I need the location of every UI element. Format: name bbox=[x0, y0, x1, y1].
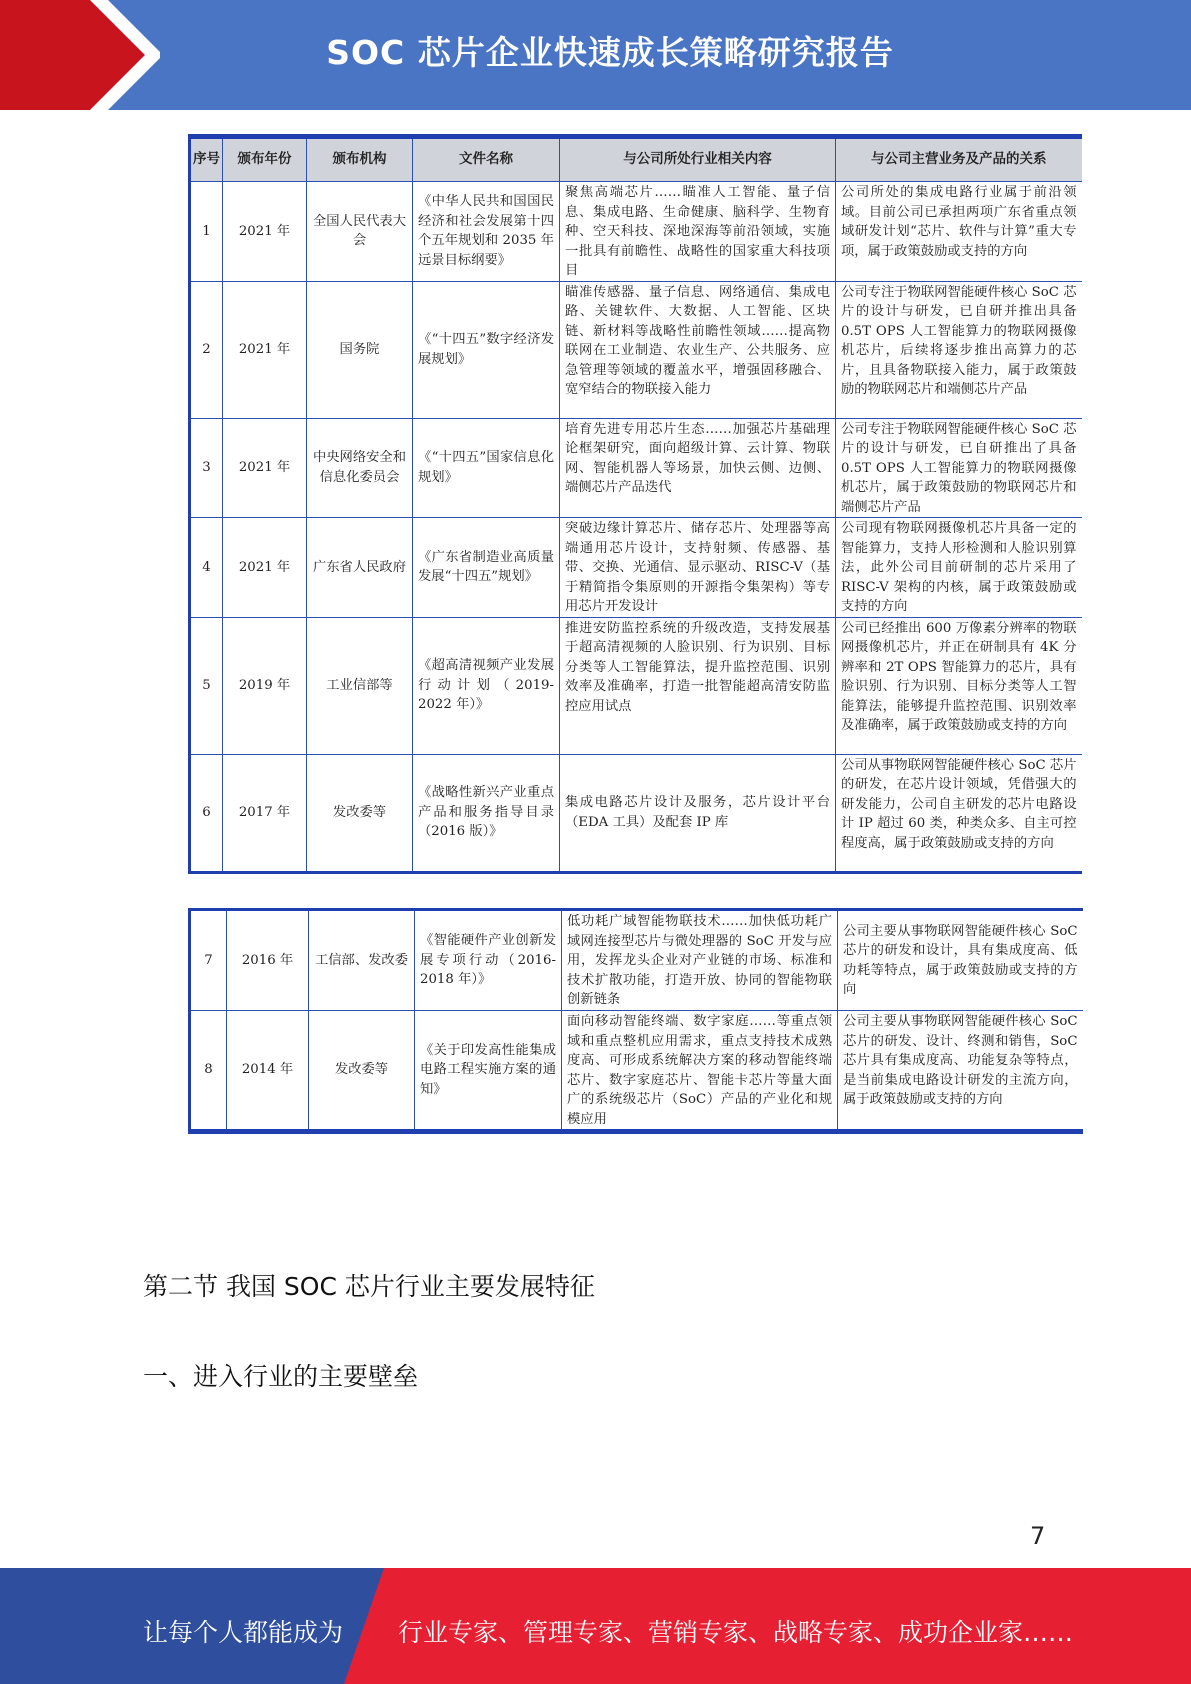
page-number: 7 bbox=[1030, 1522, 1046, 1550]
cell-org: 发改委等 bbox=[307, 754, 413, 872]
cell-relation: 公司专注于物联网智能硬件核心 SoC 芯片的设计与研发，已自研并推出具备 0.5T OPS 人工智能算力的物联网摄像机芯片，后续将逐步推出高算力的芯片，且具备物联接入能力，属于政策鼓励的物联网芯片和端侧芯片产品 bbox=[836, 281, 1082, 418]
cell-relation: 公司专注于物联网智能硬件核心 SoC 芯片的设计与研发，已自研推出了具备 0.5T OPS 人工智能算力的物联网摄像机芯片，属于政策鼓励的物联网芯片和端侧芯片产品 bbox=[836, 418, 1082, 518]
footer-slogan-left: 让每个人都能成为 bbox=[143, 1618, 344, 1647]
cell-doc: 《中华人民共和国国民经济和社会发展第十四个五年规划和 2035 年远景目标纲要》 bbox=[413, 182, 560, 282]
table-row bbox=[190, 910, 1083, 1011]
cell-year: 2021 年 bbox=[223, 518, 307, 618]
cell-content: 面向移动智能终端、数字家庭……等重点领域和重点整机应用需求，重点支持技术成熟度高、可形成系统解决方案的移动智能终端芯片、数字家庭芯片、智能卡芯片等量大面广的系统级芯片（SoC）产品的产业化和规模应用 bbox=[562, 1011, 838, 1132]
cell-year: 2019 年 bbox=[223, 617, 307, 754]
table-row bbox=[190, 281, 1082, 418]
cell-year: 2016 年 bbox=[227, 910, 309, 1011]
cell-org: 发改委等 bbox=[309, 1011, 415, 1132]
cell-content: 突破边缘计算芯片、储存芯片、处理器等高端通用芯片设计，支持射频、传感器、基带、交换、光通信、显示驱动、RISC-V（基于精简指令集原则的开源指令集架构）等专用芯片开发设计 bbox=[560, 518, 836, 618]
cell-relation: 公司从事物联网智能硬件核心 SoC 芯片的研发，在芯片设计领域，凭借强大的研发能力，公司自主研发的芯片电路设计 IP 超过 60 类，种类众多、自主可控程度高，属于政策鼓励或支持的方向 bbox=[836, 754, 1082, 872]
cell-org: 工业信部等 bbox=[307, 617, 413, 754]
header-cell-doc: 文件名称 bbox=[413, 137, 560, 182]
policy-table-continued bbox=[188, 908, 1083, 1134]
cell-no: 1 bbox=[190, 182, 223, 282]
cell-doc: 《智能硬件产业创新发展专项行动（2016-2018 年）》 bbox=[415, 910, 562, 1011]
cell-relation: 公司已经推出 600 万像素分辨率的物联网摄像机芯片，并正在研制具有 4K 分辨率和 2T OPS 智能算力的芯片，具有脸识别、行为识别、目标分类等人工智能算法，能够提升监控范围、识别效率及准确率，属于政策鼓励或支持的方向 bbox=[836, 617, 1082, 754]
cell-content: 聚焦高端芯片……瞄准人工智能、量子信息、集成电路、生命健康、脑科学、生物育种、空天科技、深地深海等前沿领域，实施一批具有前瞻性、战略性的国家重大科技项目 bbox=[560, 182, 836, 282]
report-title: SOC 芯片企业快速成长策略研究报告 bbox=[326, 33, 894, 72]
cell-relation: 公司所处的集成电路行业属于前沿领域。目前公司已承担两项广东省重点领域研发计划“芯片、软件与计算”重大专项，属于政策鼓励或支持的方向 bbox=[836, 182, 1082, 282]
cell-content: 推进安防监控系统的升级改造，支持发展基于超高清视频的人脸识别、行为识别、目标分类等人工智能算法，提升监控范围、识别效率及准确率，打造一批智能超高清安防监控应用试点 bbox=[560, 617, 836, 754]
cell-org: 工信部、发改委 bbox=[309, 910, 415, 1011]
cell-relation: 公司现有物联网摄像机芯片具备一定的智能算力，支持人形检测和人脸识别算法，此外公司目前研制的芯片采用了 RISC-V 架构的内核，属于政策鼓励或支持的方向 bbox=[836, 518, 1082, 618]
table-row bbox=[190, 754, 1082, 872]
table-row bbox=[190, 518, 1082, 618]
cell-year: 2017 年 bbox=[223, 754, 307, 872]
table-row bbox=[190, 418, 1082, 518]
table-row bbox=[190, 182, 1082, 282]
cell-no: 8 bbox=[190, 1011, 227, 1132]
cell-org: 国务院 bbox=[307, 281, 413, 418]
header-cell-year: 颁布年份 bbox=[223, 137, 307, 182]
header-cell-relation: 与公司主营业务及产品的关系 bbox=[836, 137, 1082, 182]
cell-doc: 《超高清视频产业发展行动计划（2019-2022 年）》 bbox=[413, 617, 560, 754]
cell-no: 5 bbox=[190, 617, 223, 754]
cell-doc: 《“十四五”国家信息化规划》 bbox=[413, 418, 560, 518]
cell-content: 瞄准传感器、量子信息、网络通信、集成电路、关键软件、大数据、人工智能、区块链、新材料等战略性前瞻性领域……提高物联网在工业制造、农业生产、公共服务、应急管理等领域的覆盖水平，增强固移融合、宽窄结合的物联接入能力 bbox=[560, 281, 836, 418]
cell-relation: 公司主要从事物联网智能硬件核心 SoC 芯片的研发、设计、终测和销售，SoC 芯片具有集成度高、功能复杂等特点，是当前集成电路设计研发的主流方向，属于政策鼓励或支持的方向 bbox=[838, 1011, 1083, 1132]
cell-no: 2 bbox=[190, 281, 223, 418]
cell-year: 2021 年 bbox=[223, 418, 307, 518]
cell-year: 2014 年 bbox=[227, 1011, 309, 1132]
footer-slogan-right: 行业专家、管理专家、营销专家、战略专家、成功企业家…… bbox=[398, 1618, 1074, 1647]
header-cell-org: 颁布机构 bbox=[307, 137, 413, 182]
cell-year: 2021 年 bbox=[223, 281, 307, 418]
header-cell-content: 与公司所处行业相关内容 bbox=[560, 137, 836, 182]
cell-org: 广东省人民政府 bbox=[307, 518, 413, 618]
subsection-heading: 一、进入行业的主要壁垒 bbox=[143, 1362, 419, 1391]
table-header-row bbox=[190, 137, 1082, 182]
cell-content: 培育先进专用芯片生态……加强芯片基础理论框架研究，面向超级计算、云计算、物联网、智能机器人等场景，加快云侧、边侧、端侧芯片产品迭代 bbox=[560, 418, 836, 518]
cell-org: 全国人民代表大会 bbox=[307, 182, 413, 282]
header-bar bbox=[0, 0, 1191, 110]
cell-content: 低功耗广域智能物联技术……加快低功耗广域网连接型芯片与微处理器的 SoC 开发与应用，发挥龙头企业对产业链的市场、标准和技术扩散功能，打造开放、协同的智能物联创新链条 bbox=[562, 910, 838, 1011]
table-row bbox=[190, 617, 1082, 754]
cell-no: 6 bbox=[190, 754, 223, 872]
cell-no: 7 bbox=[190, 910, 227, 1011]
policy-table bbox=[188, 134, 1082, 874]
header-red-arrow bbox=[0, 0, 160, 110]
cell-content: 集成电路芯片设计及服务，芯片设计平台（EDA 工具）及配套 IP 库 bbox=[560, 754, 836, 872]
header-cell-no: 序号 bbox=[190, 137, 223, 182]
cell-relation: 公司主要从事物联网智能硬件核心 SoC 芯片的研发和设计，具有集成度高、低功耗等特点，属于政策鼓励或支持的方向 bbox=[838, 910, 1083, 1011]
table-row bbox=[190, 1011, 1083, 1132]
cell-year: 2021 年 bbox=[223, 182, 307, 282]
cell-doc: 《“十四五”数字经济发展规划》 bbox=[413, 281, 560, 418]
cell-doc: 《战略性新兴产业重点产品和服务指导目录（2016 版）》 bbox=[413, 754, 560, 872]
cell-no: 3 bbox=[190, 418, 223, 518]
cell-doc: 《广东省制造业高质量发展“十四五”规划》 bbox=[413, 518, 560, 618]
cell-org: 中央网络安全和信息化委员会 bbox=[307, 418, 413, 518]
cell-doc: 《关于印发高性能集成电路工程实施方案的通知》 bbox=[415, 1011, 562, 1132]
section-heading: 第二节 我国 SOC 芯片行业主要发展特征 bbox=[143, 1272, 595, 1301]
cell-no: 4 bbox=[190, 518, 223, 618]
